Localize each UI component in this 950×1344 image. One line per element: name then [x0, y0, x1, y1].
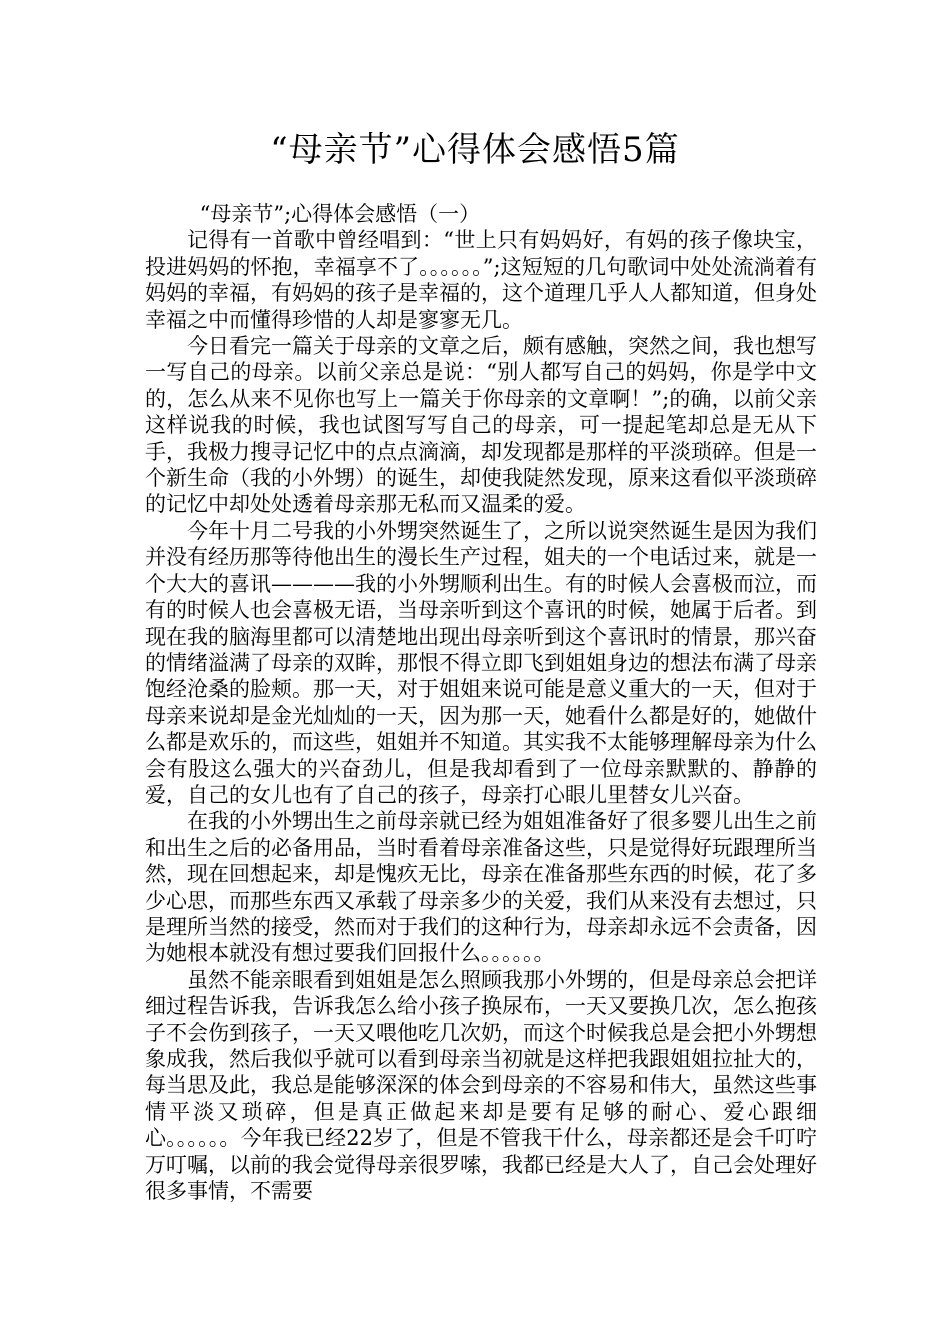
paragraph: 记得有一首歌中曾经唱到：“世上只有妈妈好，有妈的孩子像块宝，投进妈妈的怀抱，幸福享不了。。。。。。”;这短短的几句歌词中处处流淌着有妈妈的幸福，有妈妈的孩子是幸福的，这个道理几乎人人都知道，但身处幸福之中而懂得珍惜的人却是寥寥无几。	[145, 228, 817, 332]
paragraph: 在我的小外甥出生之前母亲就已经为姐姐准备好了很多婴儿出生之前和出生之后的必备用品，当时看着母亲准备这些，只是觉得好玩跟理所当然，现在回想起来，却是愧疚无比，母亲在准备那些东西的时候，花了多少心思，而那些东西又承载了母亲多少的关爱，我们从来没有去想过，只是理所当然的接受，然而对于我们的这种行为，母亲却永远不会责备，因为她根本就没有想过要我们回报什么。。。。。。	[145, 809, 817, 966]
document-title: “母亲节”心得体会感悟5篇	[270, 130, 680, 170]
document-body	[145, 201, 817, 1204]
section-heading: “母亲节”;心得体会感悟（一）	[199, 202, 481, 226]
paragraph: 今年十月二号我的小外甥突然诞生了，之所以说突然诞生是因为我们并没有经历那等待他出生的漫长生产过程，姐夫的一个电话过来，就是一个大大的喜讯————我的小外甥顺利出生。有的时候人会喜极而泣，而有的时候人也会喜极无语，当母亲听到这个喜讯的时候，她属于后者。到现在我的脑海里都可以清楚地出现出母亲听到这个喜讯时的情景，那兴奋的情绪溢满了母亲的双眸，那恨不得立即飞到姐姐身边的想法布满了母亲饱经沧桑的脸颊。那一天，对于姐姐来说可能是意义重大的一天，但对于母亲来说却是金光灿灿的一天，因为那一天，她看什么都是好的，她做什么都是欢乐的，而这些，姐姐并不知道。其实我不太能够理解母亲为什么会有股这么强大的兴奋劲儿，但是我却看到了一位母亲默默的、静静的爱，自己的女儿也有了自己的孩子，母亲打心眼儿里替女儿兴奋。	[145, 518, 817, 807]
paragraph: 虽然不能亲眼看到姐姐是怎么照顾我那小外甥的，但是母亲总会把详细过程告诉我，告诉我怎么给小孩子换尿布，一天又要换几次，怎么抱孩子不会伤到孩子，一天又喂他吃几次奶，而这个时候我总是会把小外甥想象成我，然后我似乎就可以看到母亲当初就是这样把我跟姐姐拉扯大的，每当思及此，我总是能够深深的体会到母亲的不容易和伟大，虽然这些事情平淡又琐碎，但是真正做起来却是要有足够的耐心、爱心跟细心。。。。。。今年我已经22岁了，但是不管我干什么，母亲都还是会千叮咛万叮嘱，以前的我会觉得母亲很罗嗦，我都已经是大人了，自己会处理好很多事情，不需要	[145, 967, 817, 1204]
paragraph: 今日看完一篇关于母亲的文章之后，颇有感触，突然之间，我也想写一写自己的母亲。以前父亲总是说：“别人都写自己的妈妈，你是学中文的，怎么从来不见你也写上一篇关于你母亲的文章啊！”;的确，以前父亲这样说我的时候，我也试图写写自己的母亲，可一提起笔却总是无从下手，我极力搜寻记忆中的点点滴滴，却发现都是那样的平淡琐碎。但是一个新生命（我的小外甥）的诞生，却使我陡然发现，原来这看似平淡琐碎的记忆中却处处透着母亲那无私而又温柔的爱。	[145, 334, 817, 517]
